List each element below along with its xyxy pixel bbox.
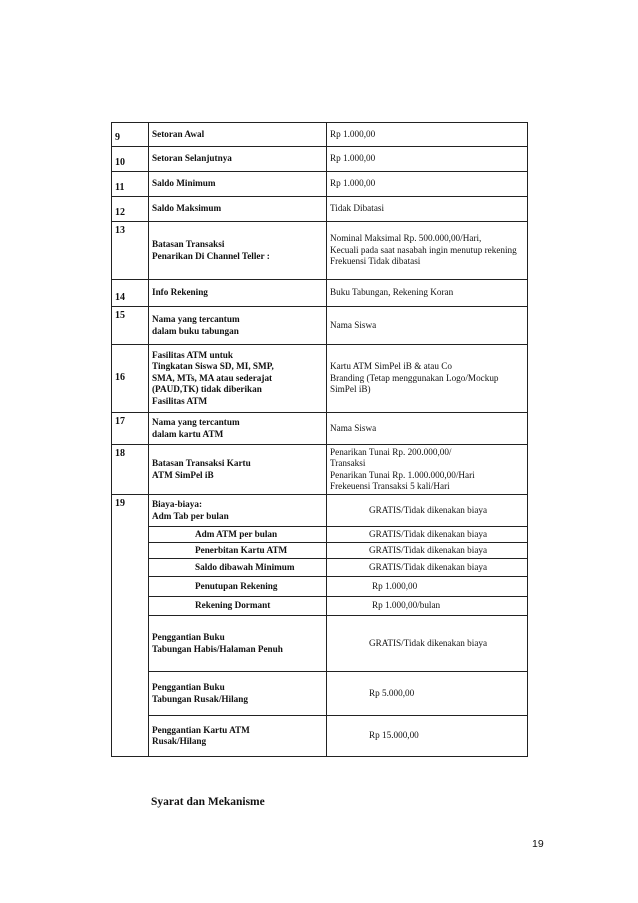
table-row	[112, 280, 528, 307]
row-number: 13	[112, 222, 149, 280]
row-value: GRATIS/Tidak dikenakan biaya	[327, 559, 528, 577]
row-label: Saldo Minimum	[149, 172, 327, 197]
row-label: Rekening Dormant	[149, 597, 327, 616]
row-label: Setoran Selanjutnya	[149, 147, 327, 172]
row-value: Rp 1.000,00	[327, 123, 528, 147]
row-label: Batasan Transaksi Kartu ATM SimPel iB	[149, 445, 327, 495]
table-row	[112, 413, 528, 445]
row-label: Nama yang tercantum dalam kartu ATM	[149, 413, 327, 445]
row-label: Nama yang tercantum dalam buku tabungan	[149, 307, 327, 345]
row-number: 11	[112, 172, 149, 197]
table-row	[112, 597, 528, 616]
table-row	[112, 445, 528, 495]
table-row	[112, 616, 528, 672]
row-value: Nama Siswa	[327, 307, 528, 345]
section-heading: Syarat dan Mekanisme	[151, 796, 265, 808]
row-value: Rp 1.000,00	[327, 147, 528, 172]
row-number: 12	[112, 197, 149, 222]
row-label: Info Rekening	[149, 280, 327, 307]
page-number: 19	[532, 838, 544, 850]
row-value: Tidak Dibatasi	[327, 197, 528, 222]
row-value: GRATIS/Tidak dikenakan biaya	[327, 543, 528, 559]
row-value: GRATIS/Tidak dikenakan biaya	[327, 616, 528, 672]
row-value: Buku Tabungan, Rekening Koran	[327, 280, 528, 307]
row-value: Penarikan Tunai Rp. 200.000,00/ Transaksi Penarikan Tunai Rp. 1.000.000,00/Hari Frekeuensi Transaksi 5 kali/Hari	[327, 445, 528, 495]
table-row	[112, 543, 528, 559]
row-label: Penutupan Rekening	[149, 577, 327, 597]
product-spec-table	[111, 122, 528, 757]
table-row	[112, 123, 528, 147]
row-value: Rp 15.000,00	[327, 716, 528, 757]
row-label: Biaya-biaya: Adm Tab per bulan	[149, 495, 327, 527]
row-value: GRATIS/Tidak dikenakan biaya	[327, 527, 528, 543]
row-value: Kartu ATM SimPel iB & atau Co Branding (Tetap menggunakan Logo/Mockup SimPel iB)	[327, 345, 528, 413]
row-value: Rp 1.000,00	[327, 577, 528, 597]
row-number: 15	[112, 307, 149, 345]
row-number: 19	[112, 495, 149, 757]
row-value: GRATIS/Tidak dikenakan biaya	[327, 495, 528, 527]
row-label: Penerbitan Kartu ATM	[149, 543, 327, 559]
table-row	[112, 577, 528, 597]
row-value: Rp 5.000,00	[327, 672, 528, 716]
table-row	[112, 147, 528, 172]
table-row	[112, 495, 528, 527]
row-label: Penggantian Kartu ATM Rusak/Hilang	[149, 716, 327, 757]
row-value: Nominal Maksimal Rp. 500.000,00/Hari, Kecuali pada saat nasabah ingin menutup rekening Frekuensi Tidak dibatasi	[327, 222, 528, 280]
table-row	[112, 527, 528, 543]
table-row	[112, 222, 528, 280]
row-number: 10	[112, 147, 149, 172]
table-row	[112, 197, 528, 222]
row-number: 14	[112, 280, 149, 307]
row-number: 18	[112, 445, 149, 495]
table-row	[112, 307, 528, 345]
row-number: 17	[112, 413, 149, 445]
row-label: Saldo dibawah Minimum	[149, 559, 327, 577]
row-label: Batasan Transaksi Penarikan Di Channel Teller :	[149, 222, 327, 280]
table-row	[112, 559, 528, 577]
row-label: Adm ATM per bulan	[149, 527, 327, 543]
row-label: Setoran Awal	[149, 123, 327, 147]
row-label: Penggantian Buku Tabungan Habis/Halaman Penuh	[149, 616, 327, 672]
table-row	[112, 345, 528, 413]
row-label: Saldo Maksimum	[149, 197, 327, 222]
row-value: Rp 1.000,00	[327, 172, 528, 197]
row-label: Fasilitas ATM untuk Tingkatan Siswa SD, MI, SMP, SMA, MTs, MA atau sederajat (PAUD,TK) tidak diberikan Fasilitas ATM	[149, 345, 327, 413]
row-value: Rp 1.000,00/bulan	[327, 597, 528, 616]
row-number: 16	[112, 345, 149, 413]
row-value: Nama Siswa	[327, 413, 528, 445]
row-label: Penggantian Buku Tabungan Rusak/Hilang	[149, 672, 327, 716]
row-number: 9	[112, 123, 149, 147]
table-row	[112, 716, 528, 757]
table-row	[112, 672, 528, 716]
table-row	[112, 172, 528, 197]
